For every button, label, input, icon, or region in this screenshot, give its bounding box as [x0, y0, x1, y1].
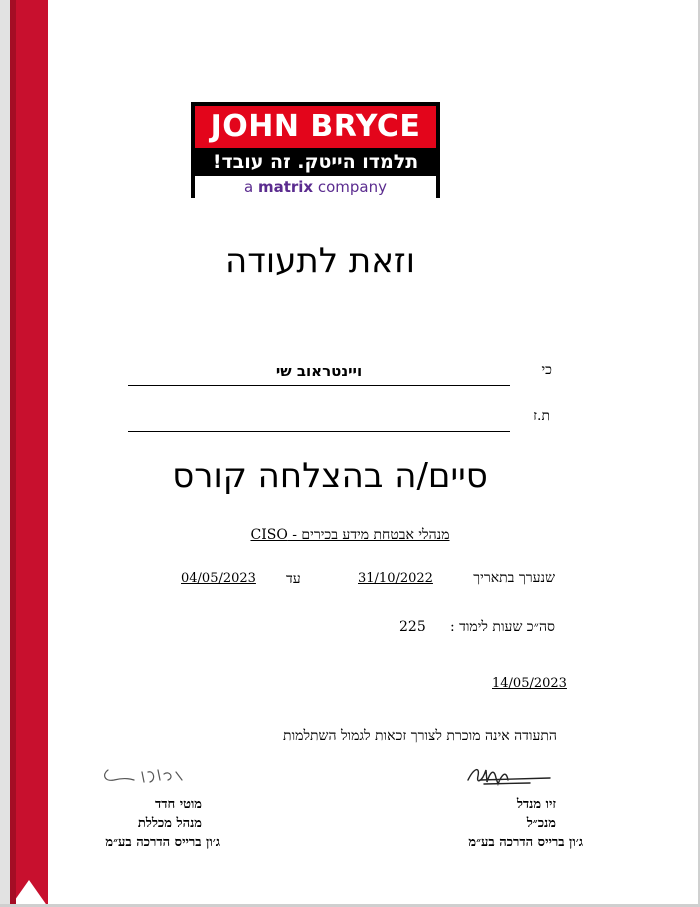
signatory-right-org: ג׳ון ברייס הדרכה בע״מ	[468, 835, 583, 850]
recipient-line	[128, 385, 510, 386]
page-edge	[0, 0, 10, 907]
disclaimer: התעודה אינה מוכרת לצורך זכאות לגמול השתלמות	[283, 728, 557, 744]
recipient-name: ויינטראוב שי	[275, 362, 363, 380]
completion-headline: סיים/ה בהצלחה קורס	[172, 456, 488, 496]
issue-date: 14/05/2023	[492, 676, 567, 691]
red-ribbon	[10, 0, 48, 907]
signatory-left-role: מנהל מכללת	[137, 816, 202, 831]
hours-label: סה״כ שעות לימוד :	[449, 619, 555, 635]
start-date: 31/10/2022	[358, 571, 433, 586]
signatory-left-org: ג׳ון ברייס הדרכה בע״מ	[105, 835, 220, 850]
held-label: שנערך בתאריך	[473, 570, 555, 586]
logo-tagline-suffix: company	[313, 178, 387, 196]
id-line	[128, 431, 510, 432]
logo-tagline	[195, 176, 436, 198]
logo-brand: JOHN BRYCE	[195, 106, 436, 148]
hours-value: 225	[399, 619, 426, 635]
course-name: מנהלי אבטחת מידע בכירים - CISO	[250, 527, 450, 543]
signature-ziv	[460, 758, 555, 796]
end-date: 04/05/2023	[181, 571, 256, 586]
signature-moti	[98, 758, 193, 792]
id-label: ת.ז	[533, 408, 550, 424]
signatory-right-name: זיו מנדל	[516, 797, 556, 812]
john-bryce-logo	[191, 102, 440, 198]
until-label: עד	[286, 571, 301, 587]
signatory-right-role: מנכ״ל	[526, 816, 556, 831]
logo-tagline-brand: matrix	[257, 178, 314, 196]
certificate-title: וזאת לתעודה	[225, 241, 415, 281]
logo-slogan: תלמדו הייטק. זה עובד!	[212, 151, 419, 173]
to-label: כי	[541, 362, 552, 378]
signatory-left-name: מוטי חדד	[154, 797, 202, 812]
logo-tagline-prefix: a	[243, 178, 258, 196]
